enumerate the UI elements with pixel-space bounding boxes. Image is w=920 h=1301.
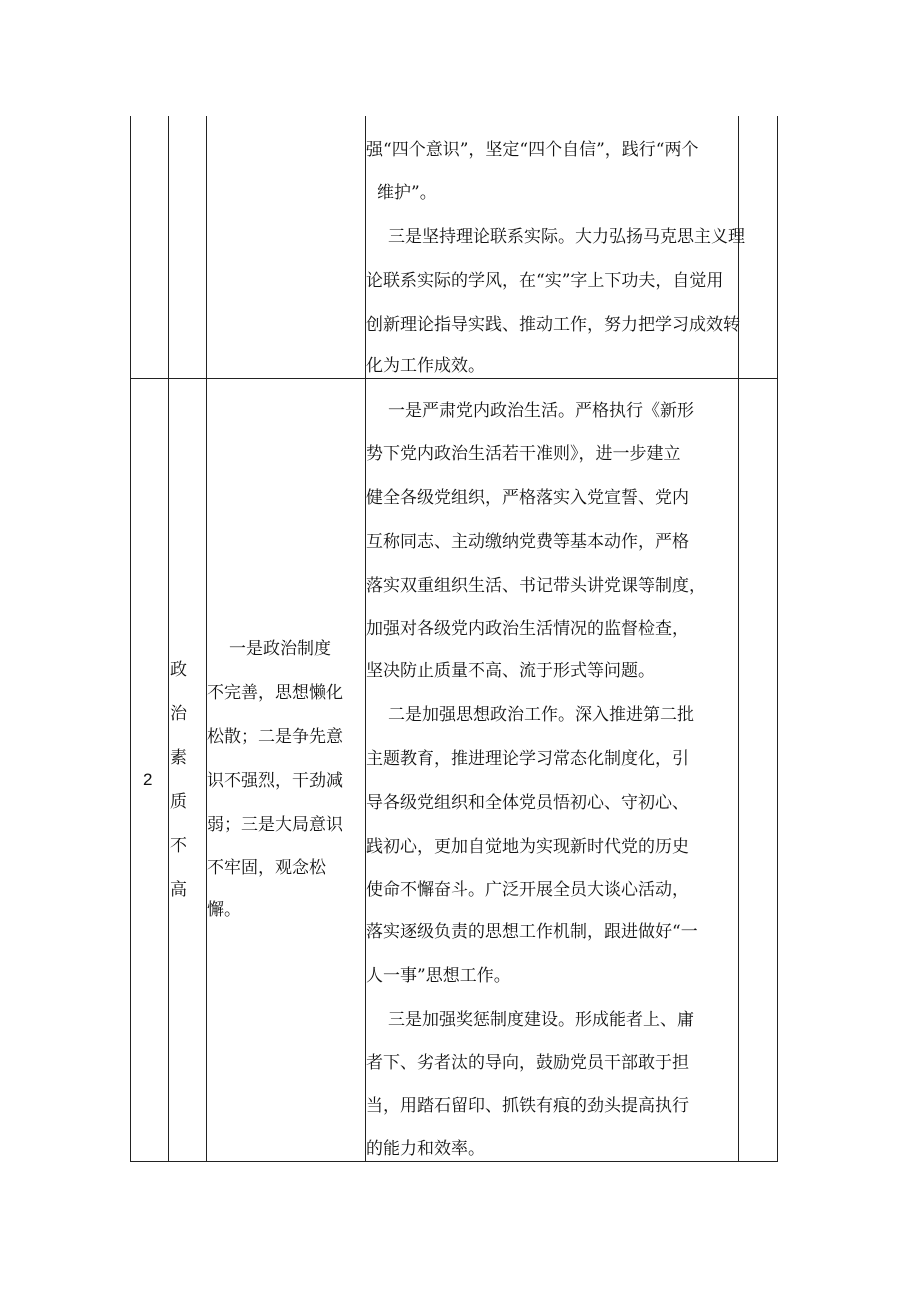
- measure-line: 的能力和效率。: [366, 1139, 485, 1159]
- category-vertical-text: [170, 662, 204, 902]
- problem-line: 一是政治制度: [229, 639, 331, 659]
- problem-line: 松散；二是争先意: [207, 727, 343, 747]
- measure-line: 使命不懈奋斗。广泛开展全员大谈心活动，: [366, 880, 689, 900]
- problem-line: 不完善，思想懒化: [207, 683, 343, 703]
- category-char: 政: [170, 660, 187, 680]
- measure-line: 坚决防止质量不高、流于形式等问题。: [366, 661, 655, 681]
- measure-line: 当，用踏石留印、抓铁有痕的劲头提高执行: [366, 1096, 689, 1116]
- row1-measure-line: 创新理论指导实践、推动工作，努力把学习成效转: [366, 315, 740, 335]
- row1-measure-line: 三是坚持理论联系实际。大力弘扬马克思主义理: [388, 227, 745, 247]
- measure-line: 落实双重组织生活、书记带头讲党课等制度，: [366, 576, 706, 596]
- problem-line: 弱；三是大局意识: [207, 815, 343, 835]
- category-char: 高: [170, 880, 187, 900]
- measure-line: 主题教育，推进理论学习常态化制度化，引: [366, 749, 689, 769]
- table-col-divider-1: [168, 116, 169, 1162]
- table-row-divider: [130, 378, 778, 379]
- table-border-left: [130, 378, 131, 1162]
- problem-line: 不牢固，观念松: [207, 858, 326, 878]
- measure-line: 健全各级党组织，严格落实入党宣誓、党内: [366, 488, 689, 508]
- table-col-divider-4: [738, 116, 739, 1162]
- row1-measure-line: 论联系实际的学风，在“实”字上下功夫，自觉用: [366, 271, 724, 291]
- table-border-bottom: [130, 1161, 778, 1162]
- problem-line: 识不强烈，干劲减: [207, 771, 343, 791]
- category-char: 不: [170, 836, 187, 856]
- measure-line: 践初心，更加自觉地为实现新时代党的历史: [366, 837, 689, 857]
- measure-line: 互称同志、主动缴纳党费等基本动作，严格: [366, 532, 689, 552]
- category-char: 质: [170, 792, 187, 812]
- row1-measure-line: 化为工作成效。: [366, 356, 485, 376]
- measure-line: 势下党内政治生活若干准则》，进一步建立: [366, 444, 681, 464]
- row1-measure-line: 维护”。: [377, 183, 437, 203]
- measure-line: 导各级党组织和全体党员悟初心、守初心、: [366, 793, 689, 813]
- measure-line: 落实逐级负责的思想工作机制，跟进做好“一: [366, 922, 698, 942]
- row-number: 2: [143, 770, 153, 789]
- measure-line: 人一事”思想工作。: [366, 966, 511, 986]
- measure-line: 者下、劣者汰的导向，鼓励党员干部敢于担: [366, 1053, 689, 1073]
- measure-line: 一是严肃党内政治生活。严格执行《新形: [388, 401, 694, 421]
- problem-line: 懈。: [207, 900, 241, 920]
- table-border-right: [777, 116, 778, 1162]
- measure-line: 二是加强思想政治工作。深入推进第二批: [388, 705, 694, 725]
- category-char: 治: [170, 704, 187, 724]
- row1-measure-line: 强“四个意识”，坚定“四个自信”，践行“两个: [366, 140, 699, 160]
- table-border-left-top: [130, 116, 131, 378]
- measure-line: 加强对各级党内政治生活情况的监督检查，: [366, 619, 689, 639]
- measure-line: 三是加强奖惩制度建设。形成能者上、庸: [388, 1010, 694, 1030]
- table-col-divider-2: [206, 116, 207, 1162]
- category-char: 素: [170, 748, 187, 768]
